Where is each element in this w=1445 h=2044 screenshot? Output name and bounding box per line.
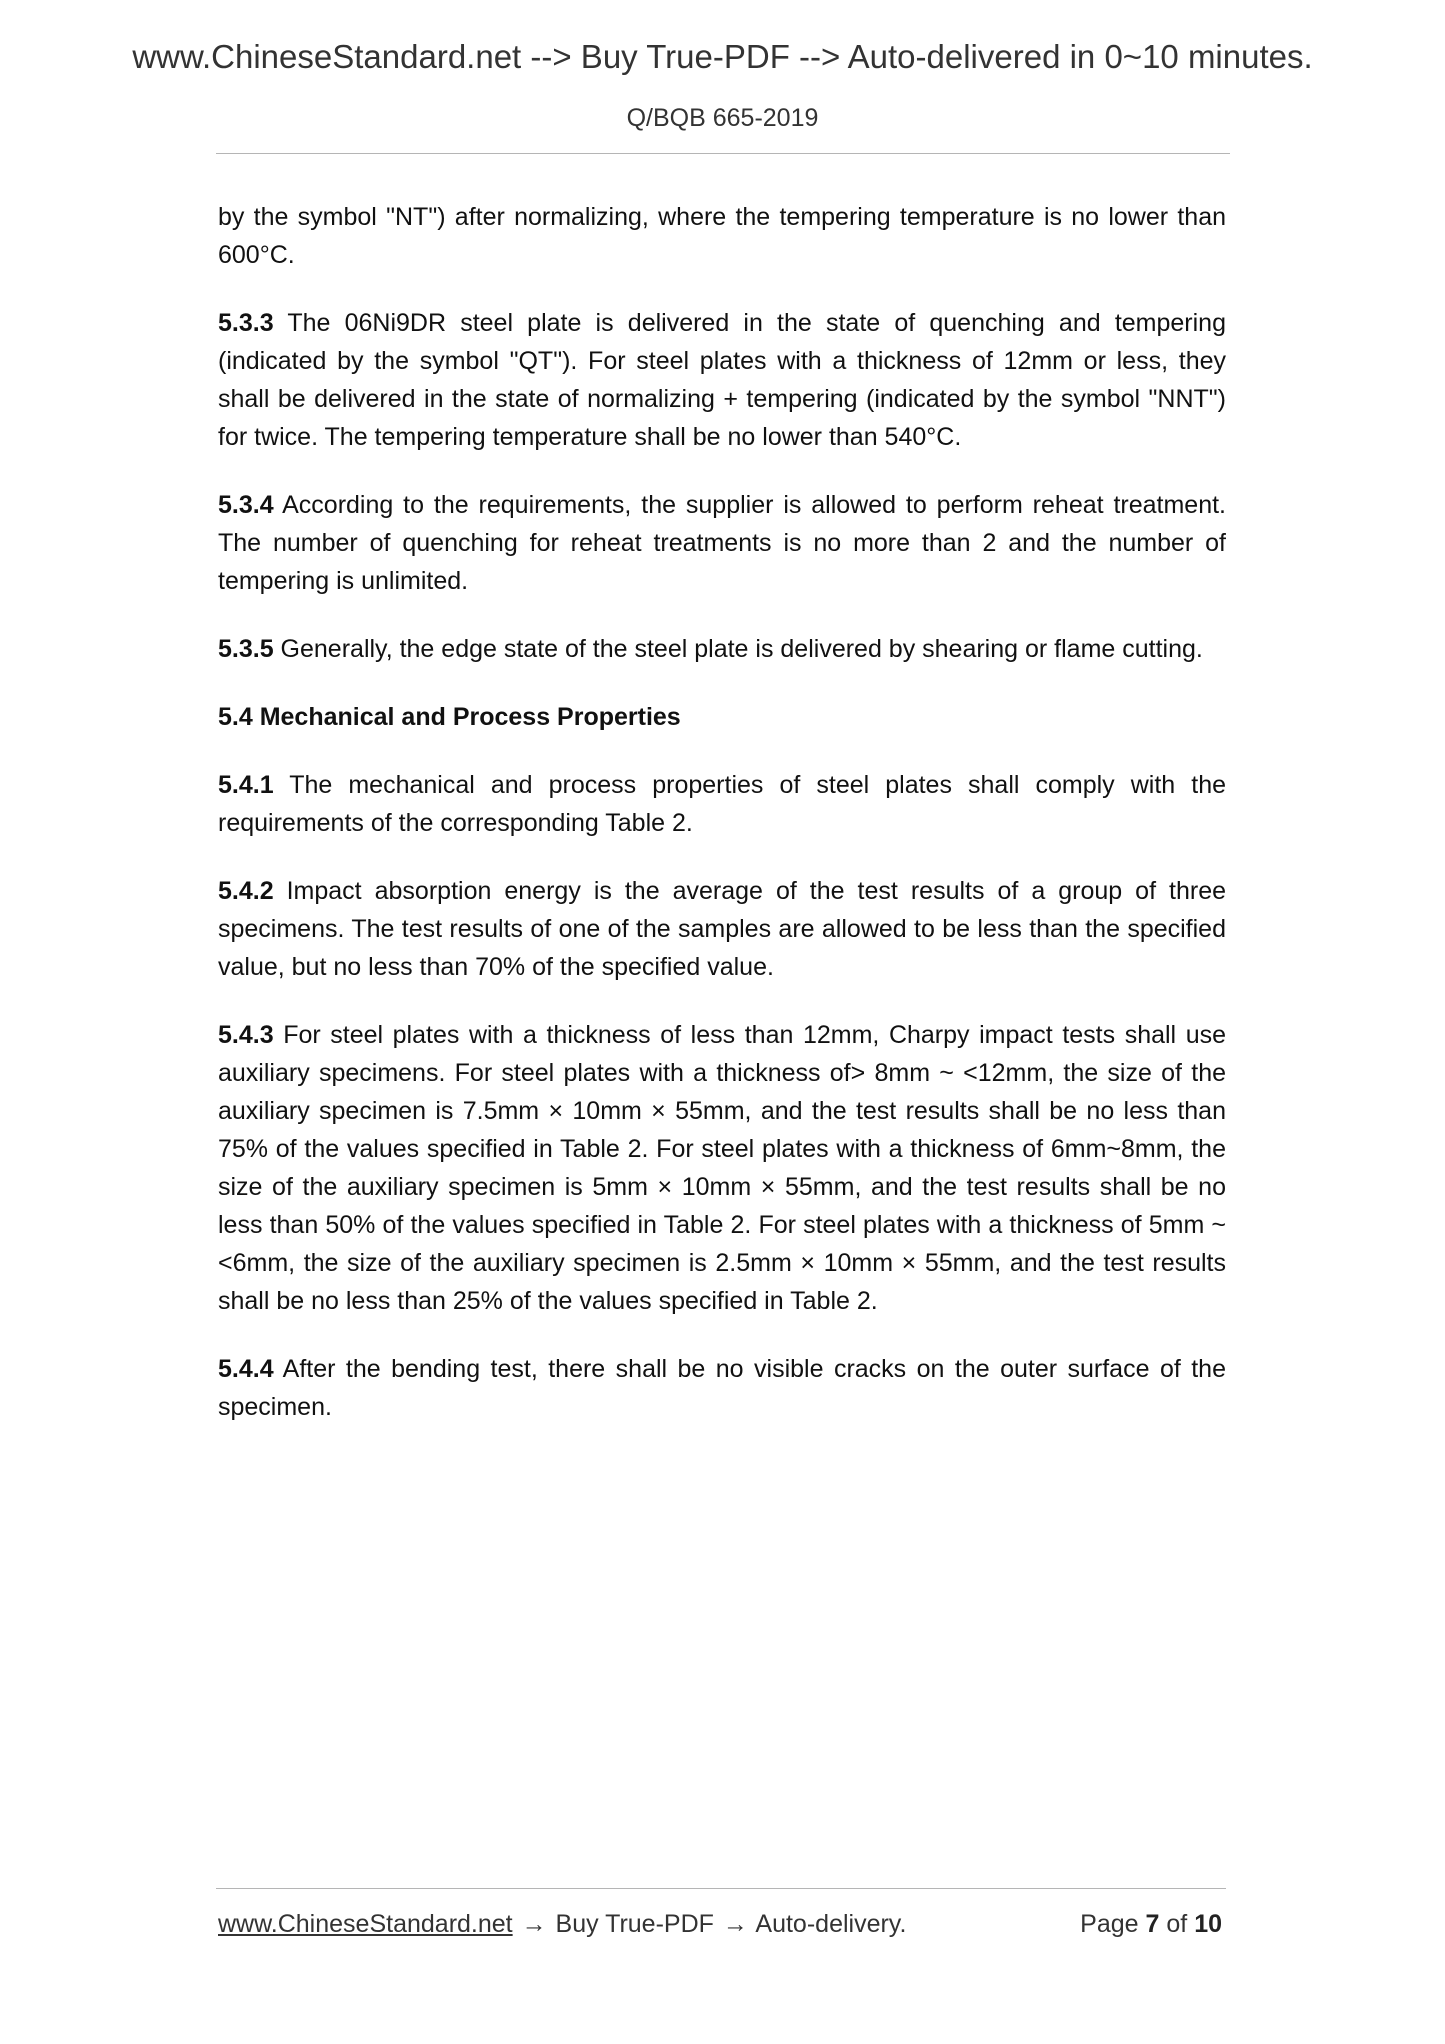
clause-5-3-5	[218, 630, 1226, 668]
clause-text: Impact absorption energy is the average of the test results of a group of three specimens. The test results of one of the samples are allowed to be less than the specified value, but no less than 70% of the specified value.	[218, 877, 1226, 981]
footer-links	[218, 1910, 906, 1939]
page-indicator	[1080, 1910, 1222, 1939]
clause-5-4-1	[218, 766, 1226, 842]
of-label: of	[1166, 1910, 1188, 1938]
footer-auto-text: Auto-delivery.	[749, 1910, 907, 1938]
clause-number: 5.4.4	[218, 1355, 274, 1383]
clause-text: Generally, the edge state of the steel plate is delivered by shearing or flame cutting.	[273, 635, 1203, 663]
clause-5-3-4	[218, 486, 1226, 600]
clause-text: According to the requirements, the supplier is allowed to perform reheat treatment. The number of quenching for reheat treatments is no more than 2 and the number of tempering is unlimited.	[218, 491, 1226, 595]
document-body	[218, 198, 1226, 1456]
page-label: Page	[1080, 1910, 1139, 1938]
footer-site-link[interactable]: www.ChineseStandard.net	[218, 1910, 513, 1938]
clause-5-4-4	[218, 1350, 1226, 1426]
clause-number: 5.4.1	[218, 771, 274, 799]
clause-5-4-3	[218, 1016, 1226, 1320]
clause-5-4-2	[218, 872, 1226, 986]
arrow-right-icon: →	[521, 1910, 547, 1938]
clause-text: The mechanical and process properties of steel plates shall comply with the requirements of the corresponding Table 2.	[218, 771, 1226, 837]
page-current: 7	[1145, 1910, 1160, 1938]
clause-text: For steel plates with a thickness of less than 12mm, Charpy impact tests shall use auxiliary specimens. For steel plates with a thickness of> 8mm ~ <12mm, the size of the auxiliary specimen is 7.5mm × 10mm × 55mm, and the test results shall be no less than 75% of the values specified in Table 2. For steel plates with a thickness of 6mm~8mm, the size of the auxiliary specimen is 5mm × 10mm × 55mm, and the test results shall be no less than 50% of the values specified in Table 2. For steel plates with a thickness of 5mm ~ <6mm, the size of the auxiliary specimen is 2.5mm × 10mm × 55mm, and the test results shall be no less than 25% of the values specified in Table 2.	[218, 1021, 1226, 1315]
page-total: 10	[1194, 1910, 1222, 1938]
arrow-right-icon: →	[722, 1910, 748, 1938]
clause-text: After the bending test, there shall be no visible cracks on the outer surface of the specimen.	[218, 1355, 1226, 1421]
clause-text: The 06Ni9DR steel plate is delivered in the state of quenching and tempering (indicated by the symbol "QT"). For steel plates with a thickness of 12mm or less, they shall be delivered in the state of normalizing + tempering (indicated by the symbol "NNT") for twice. The tempering temperature shall be no lower than 540°C.	[218, 309, 1226, 451]
site-banner: www.ChineseStandard.net --> Buy True-PDF --> Auto-delivered in 0~10 minutes.	[132, 38, 1313, 75]
footer-divider	[216, 1888, 1226, 1889]
clause-number: 5.3.4	[218, 491, 274, 519]
footer-buy-text: Buy True-PDF	[548, 1910, 721, 1938]
header-divider	[216, 153, 1230, 154]
clause-number: 5.3.5	[218, 635, 274, 663]
clause-number: 5.4.3	[218, 1021, 274, 1049]
clause-number: 5.3.3	[218, 309, 274, 337]
document-code: Q/BQB 665-2019	[626, 104, 819, 132]
section-heading-5-4: 5.4 Mechanical and Process Properties	[218, 703, 681, 731]
clause-5-3-3	[218, 304, 1226, 456]
paragraph-continuation	[218, 198, 1226, 274]
paragraph-text: by the symbol "NT") after normalizing, where the tempering temperature is no lower than 600°C.	[218, 203, 1226, 269]
clause-number: 5.4.2	[218, 877, 274, 905]
